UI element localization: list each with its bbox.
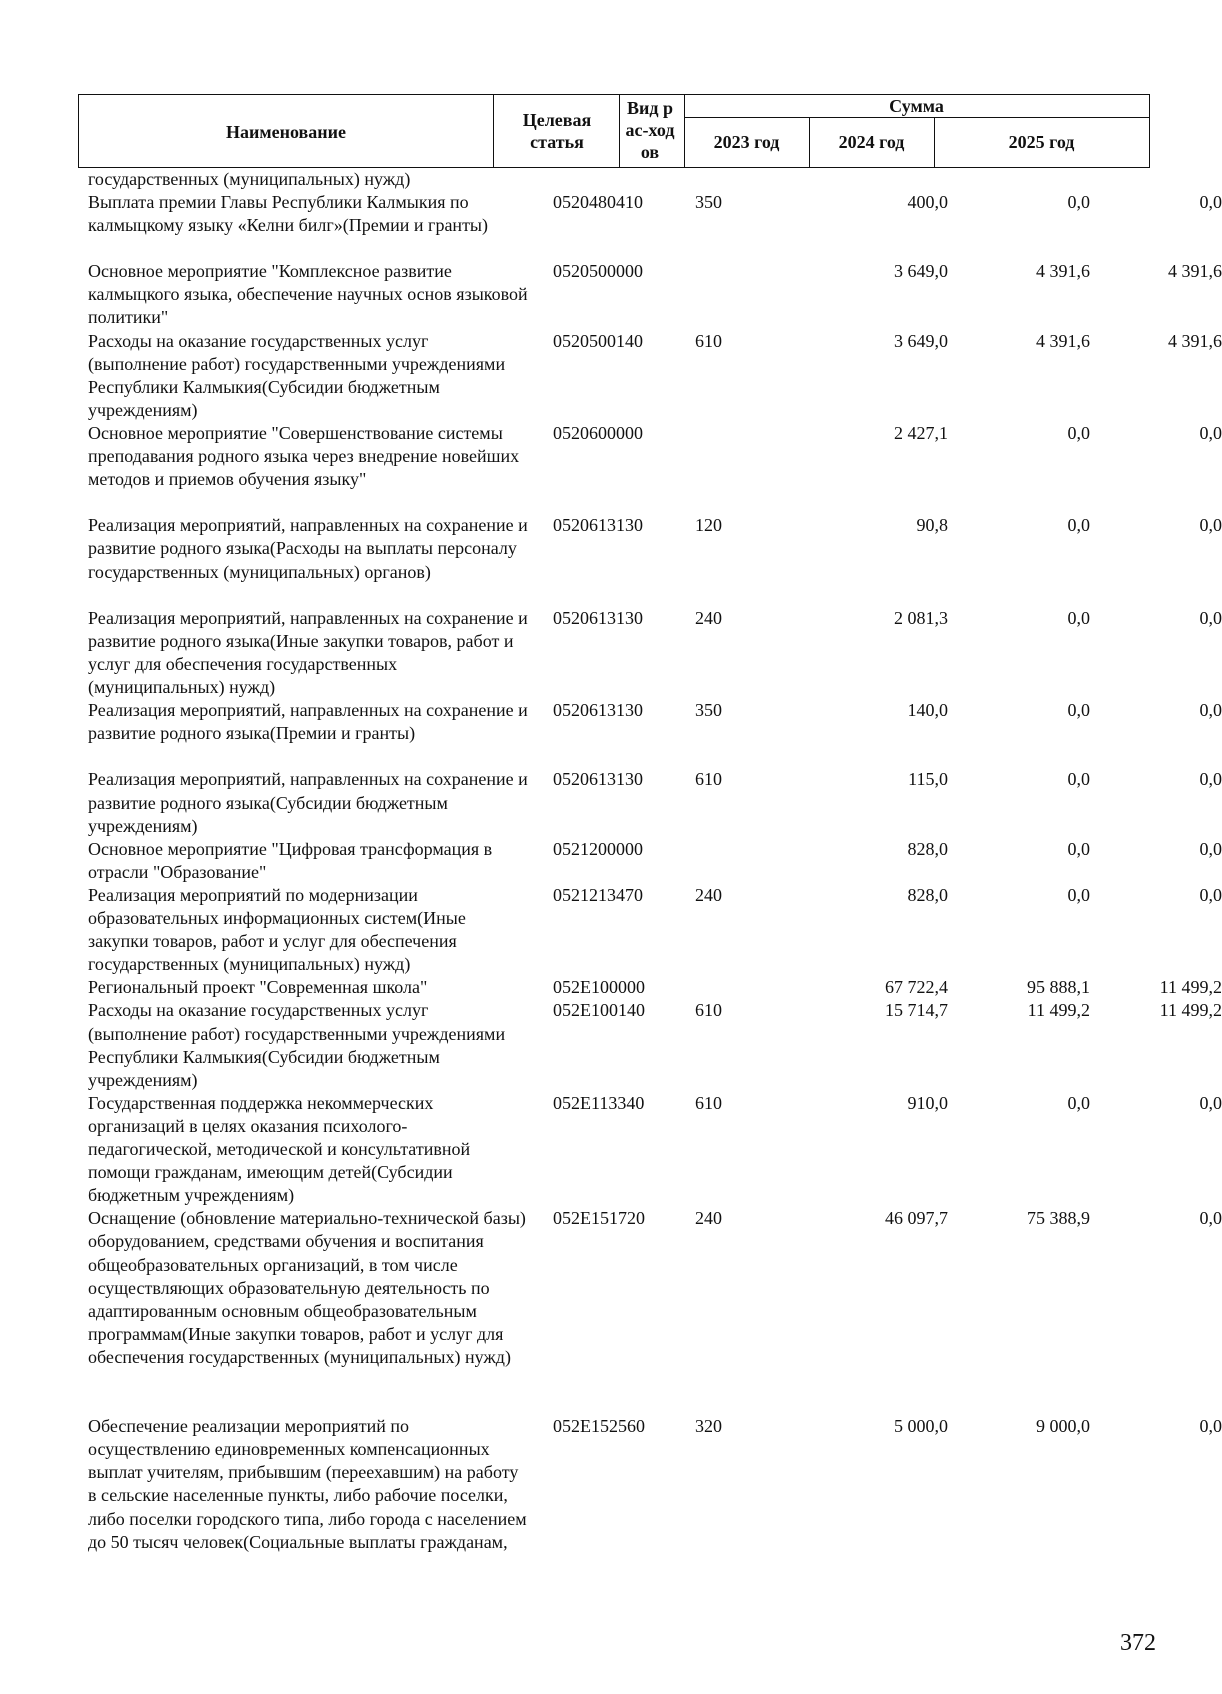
row-expense-type: 240: [695, 607, 722, 628]
row-sum-2025: 0,0: [1199, 700, 1222, 721]
row-name: Государственная поддержка некоммерческих организаций в целях оказания психолого-педагогической, методической и консультативной помощи гражданам, имеющим детей(Субсидии бюджетным учреждениям): [88, 1092, 471, 1206]
header-name: Наименование: [226, 122, 346, 142]
row-sum-2025: 0,0: [1199, 192, 1222, 212]
table-header: [78, 94, 1150, 168]
row-sum-2025: 0,0: [1199, 838, 1222, 859]
row-sum-2023: 5 000,0: [894, 1416, 948, 1437]
table-row: [78, 1207, 1222, 1415]
row-name: государственных (муниципальных) нужд): [88, 169, 411, 189]
page-number: 372: [1120, 1630, 1156, 1656]
row-sum-2024: 0,0: [1067, 838, 1090, 859]
row-sum-2024: 4 391,6: [1036, 261, 1090, 282]
table-row: [78, 699, 1222, 768]
row-code: 0520613130: [553, 515, 643, 536]
row-expense-type: 350: [695, 192, 722, 212]
table-row: [78, 191, 1222, 260]
row-name: Реализация мероприятий по модернизации образовательных информационных систем(Иные закупки товаров, работ и услуг для обеспечения государственных (муниципальных) нужд): [88, 884, 466, 975]
row-code: 0521200000: [553, 838, 643, 859]
row-sum-2023: 90,8: [916, 515, 948, 536]
row-code: 052Е100000: [553, 977, 645, 998]
table-row: [78, 976, 1222, 999]
table-row: [78, 838, 1222, 884]
table-row: [78, 422, 1222, 514]
row-sum-2024: 0,0: [1067, 1092, 1090, 1113]
row-sum-2023: 3 649,0: [894, 261, 948, 282]
row-code: 0520600000: [553, 422, 643, 443]
row-sum-2025: 0,0: [1199, 515, 1222, 536]
header-type: Вид рас-ходов: [625, 98, 675, 162]
row-name: Основное мероприятие "Цифровая трансформация в отрасли "Образование": [88, 838, 493, 882]
row-code: 0520613130: [553, 700, 643, 721]
row-sum-2024: 0,0: [1067, 700, 1090, 721]
row-code: 0520480410: [553, 192, 643, 212]
row-name: Реализация мероприятий, направленных на сохранение и развитие родного языка(Иные закупки товаров, работ и услуг для обеспечения государственных (муниципальных) нужд): [88, 607, 528, 698]
row-sum-2024: 4 391,6: [1036, 330, 1090, 351]
row-sum-2025: 0,0: [1199, 607, 1222, 628]
row-sum-2024: 0,0: [1067, 884, 1090, 905]
table-row: [78, 330, 1222, 422]
row-sum-2025: 0,0: [1199, 1208, 1222, 1229]
row-name: Расходы на оказание государственных услуг (выполнение работ) государственными учреждениями Республики Калмыкия(Субсидии бюджетным учреждениям): [88, 1000, 506, 1090]
row-name: Основное мероприятие "Комплексное развитие калмыцкого языка, обеспечение научных основ языковой политики": [88, 261, 528, 328]
table-row: [78, 1092, 1222, 1208]
row-sum-2025: 11 499,2: [1159, 1000, 1222, 1021]
row-expense-type: 120: [695, 515, 722, 536]
table-row: [78, 884, 1222, 976]
row-expense-type: 240: [695, 884, 722, 905]
row-sum-2024: 11 499,2: [1027, 1000, 1090, 1021]
row-sum-2024: 0,0: [1067, 607, 1090, 628]
row-code: 0520613130: [553, 607, 643, 628]
row-sum-2024: 9 000,0: [1036, 1416, 1090, 1437]
header-code: Целевая статья: [522, 110, 592, 152]
table-row: [78, 260, 1222, 329]
row-sum-2024: 95 888,1: [1027, 977, 1090, 998]
row-name: Обеспечение реализации мероприятий по осуществлению единовременных компенсационных выплат учителям, прибывшим (переехавшим) на работу в сельские населенные пункты, либо рабочие поселки, либо поселки городского типа, либо города с населением до 50 тысяч человек(Социальные выплаты гражданам,: [88, 1416, 527, 1552]
row-expense-type: 350: [695, 700, 722, 721]
header-2024: 2024 год: [838, 132, 905, 152]
row-sum-2023: 115,0: [908, 769, 948, 790]
row-code: 0520500000: [553, 261, 643, 282]
row-sum-2024: 0,0: [1067, 422, 1090, 443]
row-expense-type: 610: [695, 1092, 722, 1113]
row-sum-2025: 0,0: [1199, 1416, 1222, 1437]
table-row: [78, 1415, 1222, 1577]
row-sum-2023: 2 081,3: [894, 607, 948, 628]
row-name: Региональный проект "Современная школа": [88, 977, 428, 998]
header-sum: Сумма: [889, 96, 944, 116]
row-expense-type: 240: [695, 1208, 722, 1229]
row-sum-2025: 0,0: [1199, 769, 1222, 790]
row-sum-2023: 46 097,7: [885, 1208, 948, 1229]
row-sum-2023: 3 649,0: [894, 330, 948, 351]
row-sum-2024: 75 388,9: [1027, 1208, 1090, 1229]
row-name: Расходы на оказание государственных услуг (выполнение работ) государственными учреждениями Республики Калмыкия(Субсидии бюджетным учреждениям): [88, 330, 506, 420]
row-code: 052Е151720: [553, 1208, 645, 1229]
row-code: 0521213470: [553, 884, 643, 905]
row-name: Оснащение (обновление материально-технической базы) оборудованием, средствами обучения и воспитания общеобразовательных организаций, в том числе осуществляющих образовательную деятельность по адаптированным основным общеобразовательным программам(Иные закупки товаров, работ и услуг для обеспечения государственных (муниципальных) нужд): [88, 1208, 526, 1367]
row-sum-2025: 0,0: [1199, 1092, 1222, 1113]
row-code: 052Е152560: [553, 1416, 645, 1437]
row-code: 052Е100140: [553, 1000, 645, 1021]
row-sum-2023: 400,0: [907, 192, 948, 212]
row-expense-type: 320: [695, 1416, 722, 1437]
row-sum-2025: 0,0: [1199, 884, 1222, 905]
table-row: [78, 607, 1222, 699]
row-sum-2023: 2 427,1: [894, 422, 948, 443]
row-sum-2023: 910,0: [907, 1092, 948, 1113]
header-2025: 2025 год: [1008, 132, 1075, 152]
table-row: [78, 999, 1222, 1091]
header-2023: 2023 год: [713, 132, 780, 152]
row-sum-2025: 0,0: [1199, 422, 1222, 443]
table-body: [78, 168, 1222, 1577]
row-code: 052Е113340: [553, 1092, 645, 1113]
table-row: [78, 768, 1222, 837]
row-name: Выплата премии Главы Республики Калмыкия по калмыцкому языку «Келни билг»(Премии и гранты): [88, 192, 489, 236]
row-sum-2023: 67 722,4: [885, 977, 948, 998]
row-sum-2023: 828,0: [907, 838, 948, 859]
row-code: 0520500140: [553, 330, 643, 351]
row-sum-2025: 4 391,6: [1168, 261, 1222, 282]
row-name: Реализация мероприятий, направленных на сохранение и развитие родного языка(Субсидии бюджетным учреждениям): [88, 769, 528, 836]
row-name: Реализация мероприятий, направленных на сохранение и развитие родного языка(Премии и гранты): [88, 700, 528, 744]
row-expense-type: 610: [695, 769, 722, 790]
row-sum-2023: 15 714,7: [885, 1000, 948, 1021]
continuation-row: [78, 168, 1150, 191]
row-sum-2024: 0,0: [1067, 769, 1090, 790]
row-sum-2024: 0,0: [1067, 515, 1090, 536]
row-name: Реализация мероприятий, направленных на сохранение и развитие родного языка(Расходы на выплаты персоналу государственных (муниципальных) органов): [88, 515, 528, 582]
row-sum-2024: 0,0: [1067, 192, 1090, 212]
table-row: [78, 514, 1222, 606]
row-code: 0520613130: [553, 769, 643, 790]
row-sum-2023: 140,0: [907, 700, 948, 721]
row-expense-type: 610: [695, 1000, 722, 1021]
row-sum-2023: 828,0: [907, 884, 948, 905]
row-expense-type: 610: [695, 330, 722, 351]
row-sum-2025: 11 499,2: [1159, 977, 1222, 998]
row-sum-2025: 4 391,6: [1168, 330, 1222, 351]
row-name: Основное мероприятие "Совершенствование системы преподавания родного языка через внедрение новейших методов и приемов обучения языку": [88, 422, 520, 490]
